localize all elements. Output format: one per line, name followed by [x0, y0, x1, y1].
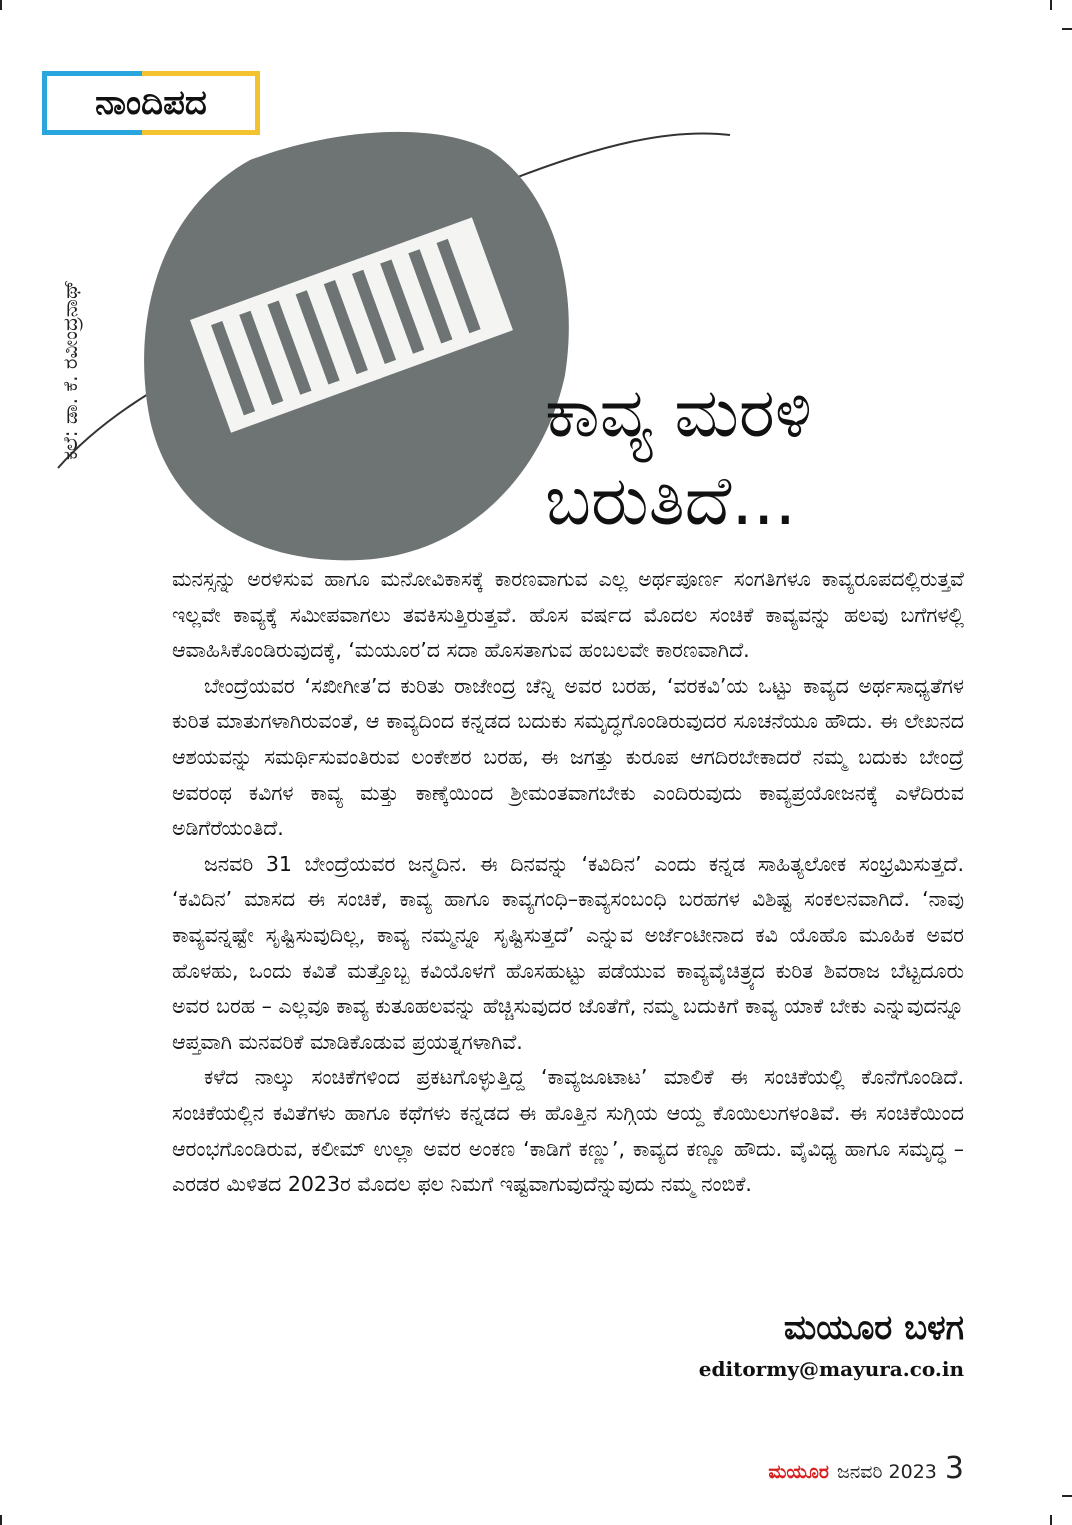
crop-mark-top-left: [0, 0, 2, 10]
paragraph: ಮನಸ್ಸನ್ನು ಅರಳಿಸುವ ಹಾಗೂ ಮನೋವಿಕಾಸಕ್ಕೆ ಕಾರಣವಾಗುವ ಎಲ್ಲ ಅರ್ಥಪೂರ್ಣ ಸಂಗತಿಗಳೂ ಕಾವ್ಯರೂಪದಲ್ಲಿರುತ್ತವೆ ಇಲ್ಲವೇ ಕಾವ್ಯಕ್ಕೆ ಸಮೀಪವಾಗಲು ತವಕಿಸುತ್ತಿರುತ್ತವೆ. ಹೊಸ ವರ್ಷದ ಮೊದಲ ಸಂಚಿಕೆ ಕಾವ್ಯವನ್ನು ಹಲವು ಬಗೆಗಳಲ್ಲಿ ಆವಾಹಿಸಿಕೊಂಡಿರುವುದಕ್ಕೆ, ‘ಮಯೂರ’ದ ಸದಾ ಹೊಸತಾಗುವ ಹಂಬಲವೇ ಕಾರಣವಾಗಿದೆ.: [172, 567, 964, 663]
footer-issue-date: ಜನವರಿ 2023: [836, 1461, 937, 1483]
paragraph: ಕಳೆದ ನಾಲ್ಕು ಸಂಚಿಕೆಗಳಿಂದ ಪ್ರಕಟಗೊಳ್ಳುತ್ತಿದ್ದ ‘ಕಾವ್ಯಜೂಟಾಟ’ ಮಾಲಿಕೆ ಈ ಸಂಚಿಕೆಯಲ್ಲಿ ಕೊನೆಗೊಂಡಿದೆ. ಸಂಚಿಕೆಯಲ್ಲಿನ ಕವಿತೆಗಳು ಹಾಗೂ ಕಥೆಗಳು ಕನ್ನಡದ ಈ ಹೊತ್ತಿನ ಸುಗ್ಗಿಯ ಆಯ್ದ ಕೊಯಿಲುಗಳಂತಿವೆ. ಈ ಸಂಚಿಕೆಯಿಂದ ಆರಂಭಗೊಂಡಿರುವ, ಕಲೀಮ್ ಉಲ್ಲಾ ಅವರ ಅಂಕಣ ‘ಕಾಡಿಗೆ ಕಣ್ಣು’, ಕಾವ್ಯದ ಕಣ್ಣೂ ಹೌದು. ವೈವಿಧ್ಯ ಹಾಗೂ ಸಮೃದ್ಧ – ಎರಡರ ಮಿಳಿತದ 2023ರ ಮೊದಲ ಫಲ ನಿಮಗೆ ಇಷ್ಟವಾಗುವುದೆನ್ನುವುದು ನಮ್ಮ ನಂಬಿಕೆ.: [172, 1065, 964, 1197]
illustration-credit: ಕಲೆ: ಡಾ. ಕೆ. ರವೀಂದ್ರನಾಥ್: [58, 279, 82, 460]
signature: ಮಯೂರ ಬಳಗ: [783, 1308, 964, 1348]
article-title: [545, 370, 812, 546]
editor-email[interactable]: editormy@mayura.co.in: [698, 1357, 964, 1381]
crop-mark-right-lower: [1062, 1495, 1072, 1497]
paragraph: ಜನವರಿ 31 ಬೇಂದ್ರೆಯವರ ಜನ್ಮದಿನ. ಈ ದಿನವನ್ನು ‘ಕವಿದಿನ’ ಎಂದು ಕನ್ನಡ ಸಾಹಿತ್ಯಲೋಕ ಸಂಭ್ರಮಿಸುತ್ತದೆ. ‘ಕವಿದಿನ’ ಮಾಸದ ಈ ಸಂಚಿಕೆ, ಕಾವ್ಯ ಹಾಗೂ ಕಾವ್ಯಗಂಧಿ–ಕಾವ್ಯಸಂಬಂಧಿ ಬರಹಗಳ ವಿಶಿಷ್ಟ ಸಂಕಲನವಾಗಿದೆ. ‘ನಾವು ಕಾವ್ಯವನ್ನಷ್ಟೇ ಸೃಷ್ಟಿಸುವುದಿಲ್ಲ, ಕಾವ್ಯ ನಮ್ಮನ್ನೂ ಸೃಷ್ಟಿಸುತ್ತದೆ’ ಎನ್ನುವ ಅರ್ಜೆಂಟೀನಾದ ಕವಿ ಯೊಹೊ ಮೂಹಿಕ ಅವರ ಹೊಳಹು, ಒಂದು ಕವಿತೆ ಮತ್ತೊಬ್ಬ ಕವಿಯೊಳಗೆ ಹೊಸಹುಟ್ಟು ಪಡೆಯುವ ಕಾವ್ಯವೈಚಿತ್ರ್ಯದ ಕುರಿತ ಶಿವರಾಜ ಬೆಟ್ಟದೂರು ಅವರ ಬರಹ – ಎಲ್ಲವೂ ಕಾವ್ಯ ಕುತೂಹಲವನ್ನು ಹೆಚ್ಚಿಸುವುದರ ಜೊತೆಗೆ, ನಮ್ಮ ಬದುಕಿಗೆ ಕಾವ್ಯ ಯಾಕೆ ಬೇಕು ಎನ್ನುವುದನ್ನೂ ಆಪ್ತವಾಗಿ ಮನವರಿಕೆ ಮಾಡಿಕೊಡುವ ಪ್ರಯತ್ನಗಳಾಗಿವೆ.: [172, 851, 964, 1054]
crop-mark-right-upper: [1062, 28, 1072, 30]
footer-brand: ಮಯೂರ: [768, 1461, 829, 1483]
page-number: 3: [944, 1451, 964, 1486]
title-line-1: ಕಾವ್ಯ ಮರಳಿ: [545, 374, 812, 453]
article-body: [172, 562, 964, 1203]
section-tag-label: ನಾಂದಿಪದ: [95, 83, 207, 123]
paragraph: ಬೇಂದ್ರೆಯವರ ‘ಸಖೀಗೀತ’ದ ಕುರಿತು ರಾಜೇಂದ್ರ ಚೆನ್ನಿ ಅವರ ಬರಹ, ‘ವರಕವಿ’ಯ ಒಟ್ಟು ಕಾವ್ಯದ ಅರ್ಥಸಾಧ್ಯತೆಗಳ ಕುರಿತ ಮಾತುಗಳಾಗಿರುವಂತೆ, ಆ ಕಾವ್ಯದಿಂದ ಕನ್ನಡದ ಬದುಕು ಸಮೃದ್ಧಗೊಂಡಿರುವುದರ ಸೂಚನೆಯೂ ಹೌದು. ಈ ಲೇಖನದ ಆಶಯವನ್ನು ಸಮರ್ಥಿಸುವಂತಿರುವ ಲಂಕೇಶರ ಬರಹ, ಈ ಜಗತ್ತು ಕುರೂಪ ಆಗದಿರಬೇಕಾದರೆ ನಮ್ಮ ಬದುಕು ಬೇಂದ್ರೆ ಅವರಂಥ ಕವಿಗಳ ಕಾವ್ಯ ಮತ್ತು ಕಾಣ್ಕೆಯಿಂದ ಶ್ರೀಮಂತವಾಗಬೇಕು ಎಂದಿರುವುದು ಕಾವ್ಯಪ್ರಯೋಜನಕ್ಕೆ ಎಳೆದಿರುವ ಅಡಿಗೆರೆಯಂತಿದೆ.: [172, 673, 964, 841]
crop-mark-top-right: [1050, 0, 1052, 10]
page-footer: [768, 1451, 964, 1486]
title-line-2: ಬರುತಿದೆ...: [545, 462, 797, 541]
crop-mark-bottom-left: [0, 1515, 2, 1525]
crop-mark-bottom-right: [1050, 1515, 1052, 1525]
